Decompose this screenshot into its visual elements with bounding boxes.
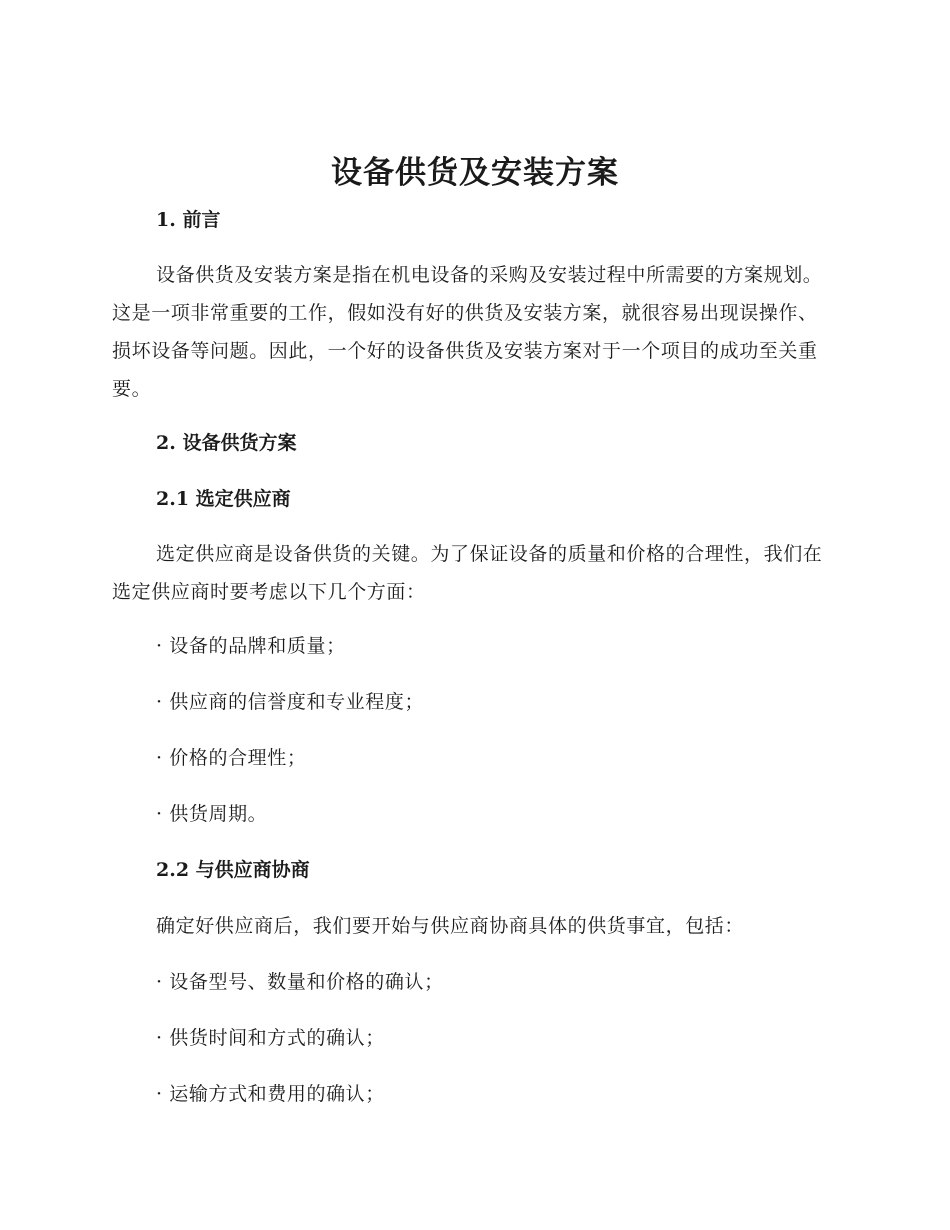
document-body <box>112 200 834 1114</box>
list-item: · 供应商的信誉度和专业程度； <box>156 691 425 713</box>
subsection-heading-negotiate-supplier: 2.2 与供应商协商 <box>156 859 310 881</box>
section-heading-preface: 1. 前言 <box>156 209 221 231</box>
section-heading-supply-plan: 2. 设备供货方案 <box>156 432 297 454</box>
list-item: · 价格的合理性； <box>156 747 307 769</box>
preface-paragraph: 设备供货及安装方案是指在机电设备的采购及安装过程中所需要的方案规划。这是一项非常重要的工作，假如没有好的供货及安装方案，就很容易出现误操作、损坏设备等问题。因此，一个好的设备供货及安装方案对于一个项目的成功至关重要。 <box>112 264 823 400</box>
list-item: · 供货周期。 <box>156 803 268 825</box>
subsection-heading-select-supplier: 2.1 选定供应商 <box>156 488 291 510</box>
document-title: 设备供货及安装方案 <box>331 155 619 191</box>
list-item: · 设备的品牌和质量； <box>156 635 346 657</box>
list-item: · 运输方式和费用的确认； <box>156 1083 385 1105</box>
select-supplier-paragraph: 选定供应商是设备供货的关键。为了保证设备的质量和价格的合理性，我们在选定供应商时要考虑以下几个方面： <box>112 543 823 603</box>
list-item: · 设备型号、数量和价格的确认； <box>156 971 444 993</box>
list-item: · 供货时间和方式的确认； <box>156 1027 385 1049</box>
negotiate-supplier-paragraph: 确定好供应商后，我们要开始与供应商协商具体的供货事宜，包括： <box>156 915 745 937</box>
